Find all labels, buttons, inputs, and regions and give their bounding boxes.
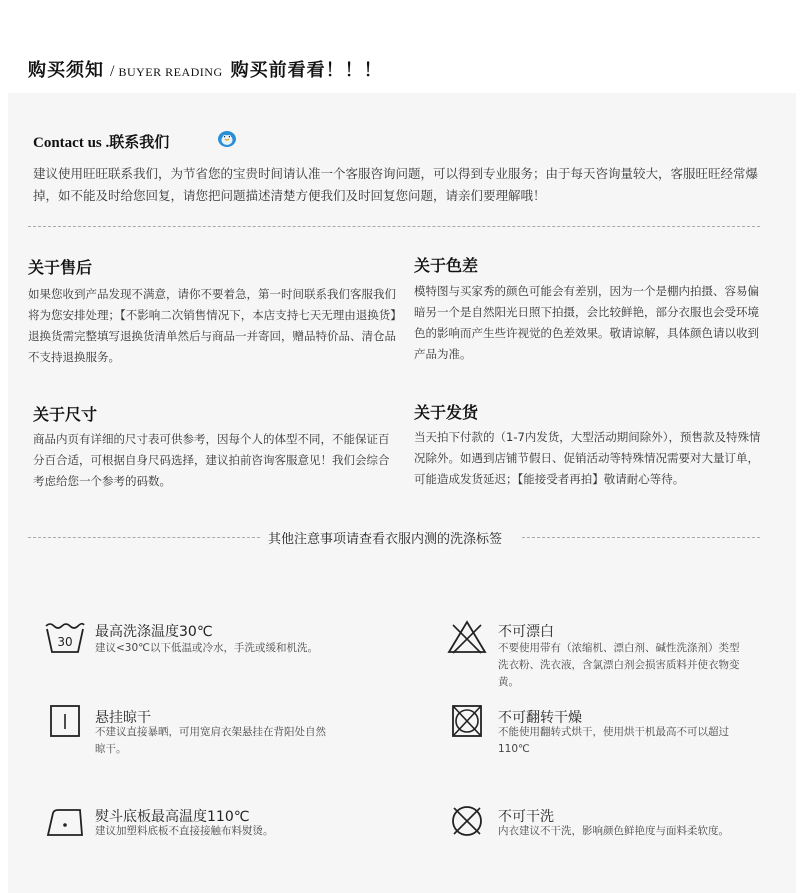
after-sale-text: 如果您收到产品发现不满意，请你不要着急，第一时间联系我们客服我们将为您安排处理；【不影响二次销售情况下，本店支持七天无理由退换货】退换货需完整填写退换货清单然后与商品一并寄回，赠品特价品、清仓品不支持退换服务。 (28, 287, 396, 364)
care-no-bleach-title: 不可漂白 (498, 624, 554, 640)
no-dry-clean-icon (446, 803, 488, 839)
care-wash-text: 建议<30℃以下低温或冷水，手洗或缓和机洗。 (95, 642, 318, 654)
header-title-cn: 购买须知 (28, 60, 104, 81)
hang-dry-icon (44, 703, 86, 739)
care-no-dry-clean-title: 不可干洗 (498, 809, 554, 825)
care-divider-right (522, 537, 760, 538)
contact-title-en: Contact us . (33, 135, 110, 151)
care-iron-title: 熨斗底板最高温度110℃ (95, 809, 250, 825)
shipping-title: 关于发货 (414, 403, 479, 422)
qq-penguin-icon (216, 128, 238, 148)
contact-text: 建议使用旺旺联系我们，为节省您的宝贵时间请认准一个客服咨询问题，可以得到专业服务；由于每天咨询量较大，客服旺旺经常爆掉，如不能及时给您回复，请您把问题描述清楚方便我们及时回复您问题，请亲们要理解哦！ (33, 166, 759, 203)
shipping-text: 当天拍下付款的（1-7内发货，大型活动期间除外），预售款及特殊情况除外。如遇到店铺节假日、促销活动等特殊情况需要对大量订单，可能造成发货延迟；【能接受者再拍】敬请耐心等待。 (414, 430, 761, 486)
after-sale-title: 关于售后 (28, 258, 93, 277)
contact-title (33, 131, 169, 152)
size-title: 关于尺寸 (33, 405, 98, 424)
header-title-en: BUYER READING (118, 65, 223, 79)
care-no-tumble-text: 不能使用翻转式烘干，使用烘干机最高不可以超过110℃ (498, 726, 729, 755)
color-diff-text: 模特图与买家秀的颜色可能会有差别，因为一个是棚内拍摄、容易偏暗另一个是自然阳光日照下拍摄，会比较鲜艳，部分衣服也会受环境色的影响而产生些许视觉的色差效果。敬请谅解，具体颜色请以收到产品为准。 (414, 284, 759, 361)
header-subtitle: 购买前看看！！！ (230, 60, 383, 81)
care-wash-title: 最高洗涤温度30℃ (95, 624, 213, 640)
wash-30-icon (44, 620, 86, 656)
care-hang-dry-title: 悬挂晾干 (95, 710, 151, 726)
page-header (28, 56, 383, 82)
no-tumble-dry-icon (446, 703, 488, 739)
section-divider (28, 226, 760, 227)
header-slash: / (110, 63, 115, 80)
color-diff-title: 关于色差 (414, 256, 479, 275)
care-divider-left (28, 537, 260, 538)
care-hang-dry-text: 不建议直接暴晒，可用宽肩衣架悬挂在背阳处自然晾干。 (95, 726, 326, 755)
wash-30-icon-label: 30 (57, 635, 73, 649)
size-text: 商品内页有详细的尺寸表可供参考，因每个人的体型不同，不能保证百分百合适，可根据自身尺码选择，建议拍前咨询客服意见！我们会综合考虑给您一个参考的码数。 (33, 432, 390, 488)
no-bleach-icon (446, 619, 488, 655)
contact-title-cn: 联系我们 (109, 133, 170, 151)
content-panel (8, 93, 796, 893)
care-no-tumble-title: 不可翻转干燥 (498, 710, 582, 726)
care-iron-text: 建议加塑料底板不直接接触布料熨烫。 (95, 825, 274, 837)
care-heading: 其他注意事项请查看衣服内测的洗涤标签 (268, 532, 503, 547)
iron-110-icon (44, 803, 86, 839)
care-no-bleach-text: 不要使用带有（浓缩机、漂白剂、碱性洗涤剂）类型洗衣粉、洗衣液，含氯漂白剂会损害质料并使衣物变黄。 (498, 642, 740, 688)
care-no-dry-clean-text: 内衣建议不干洗，影响颜色鲜艳度与面料柔软度。 (498, 825, 729, 837)
